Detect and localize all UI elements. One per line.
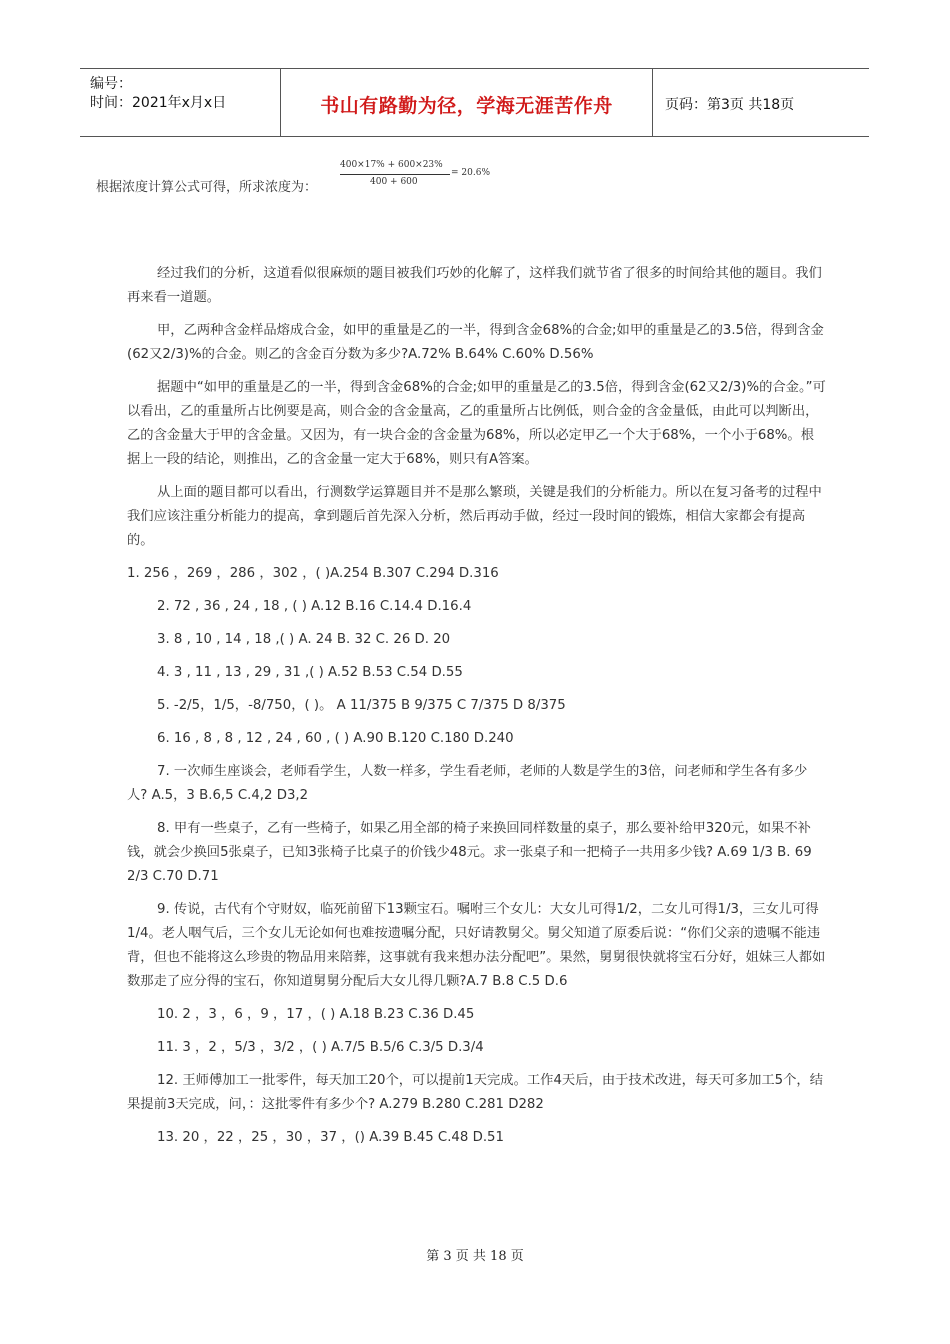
question-item: 4. 3 , 11 , 13 , 29 , 31 ,( ) A.52 B.53 C.54 D.55 — [157, 665, 463, 680]
question-item: 7. 一次师生座谈会，老师看学生，人数一样多，学生看老师，老师的人数是学生的3倍，问老师和学生各有多少人? A.5，3 B.6,5 C.4,2 D3,2 — [127, 764, 808, 803]
document-body — [127, 262, 827, 1159]
question-item: 10. 2 ，3 ，6 ，9 ，17 ，( ) A.18 B.23 C.36 D.45 — [157, 1007, 475, 1022]
document-date: 时间：2021年x月x日 — [90, 95, 227, 111]
paragraph: 据题中“如甲的重量是乙的一半，得到含金68%的合金;如甲的重量是乙的3.5倍，得到含金(62又2/3)%的合金。”可以看出，乙的重量所占比例要是高，则合金的含金量高，乙的重量所占比例低，则合金的含金量低，由此可以判断出，乙的含金量大于甲的含金量。又因为，有一块合金的含金量为68%，所以必定甲乙一个大于68%，一个小于68%。根据上一段的结论，则推出，乙的含金量一定大于68%，则只有A答案。 — [127, 380, 826, 467]
question-item: 6. 16 , 8 , 8 , 12 , 24 , 60 , ( ) A.90 B.120 C.180 D.240 — [157, 731, 514, 746]
paragraph: 从上面的题目都可以看出，行测数学运算题目并不是那么繁琐，关键是我们的分析能力。所以在复习备考的过程中我们应该注重分析能力的提高，拿到题后首先深入分析，然后再动手做，经过一段时间的锻炼，相信大家都会有提高的。 — [127, 485, 822, 548]
header-motto-cell — [281, 69, 653, 136]
header-meta-cell — [80, 69, 281, 136]
fraction-bar — [340, 174, 450, 175]
question-item: 3. 8 , 10 , 14 , 18 ,( ) A. 24 B. 32 C. 26 D. 20 — [157, 632, 451, 647]
paragraph: 甲，乙两种含金样品熔成合金，如甲的重量是乙的一半，得到含金68%的合金;如甲的重量是乙的3.5倍，得到含金(62又2/3)%的合金。则乙的含金百分数为多少?A.72% B.64% C.60% D.56% — [127, 323, 824, 362]
question-item: 2. 72 , 36 , 24 , 18 , ( ) A.12 B.16 C.14.4 D.16.4 — [157, 599, 472, 614]
document-number-label: 编号： — [90, 76, 132, 92]
formula-denominator: 400 + 600 — [370, 177, 418, 187]
formula-result: = 20.6% — [451, 168, 490, 178]
question-item: 5. -2/5，1/5，-8/750，( )。 A 11/375 B 9/375 C 7/375 D 8/375 — [157, 698, 566, 713]
motto: 书山有路勤为径，学海无涯苦作舟 — [320, 95, 613, 117]
question-item: 9. 传说，古代有个守财奴，临死前留下13颗宝石。嘱咐三个女儿：大女儿可得1/2，二女儿可得1/3，三女儿可得1/4。老人咽气后，三个女儿无论如何也难按遗嘱分配，只好请教舅父。舅父知道了原委后说：“你们父亲的遗嘱不能违背，但也不能将这么珍贵的物品用来陪葬，这事就有我来想办法分配吧”。果然，舅舅很快就将宝石分好，姐妹三人都如数那走了应分得的宝石，你知道舅舅分配后大女儿得几颗?A.7 B.8 C.5 D.6 — [127, 902, 826, 989]
page-footer: 第 3 页 共 18 页 — [426, 1249, 524, 1264]
question-item: 1. 256 ，269 ，286 ，302 ，( )A.254 B.307 C.294 D.316 — [127, 566, 499, 581]
header-page-number: 页码：第3页 共18页 — [665, 97, 795, 113]
formula-numerator: 400×17% + 600×23% — [340, 160, 443, 170]
header-page-cell — [653, 69, 869, 136]
question-item: 13. 20 ，22 ，25 ，30 ，37 ，() A.39 B.45 C.48 D.51 — [157, 1130, 504, 1145]
question-item: 11. 3 ，2 ，5/3 ，3/2 ，( ) A.7/5 B.5/6 C.3/5 D.3/4 — [157, 1040, 484, 1055]
paragraph: 经过我们的分析，这道看似很麻烦的题目被我们巧妙的化解了，这样我们就节省了很多的时间给其他的题目。我们再来看一道题。 — [127, 266, 822, 305]
formula-label: 根据浓度计算公式可得，所求浓度为： — [96, 180, 318, 195]
question-item: 8. 甲有一些桌子，乙有一些椅子，如果乙用全部的椅子来换回同样数量的桌子，那么要补给甲320元，如果不补钱，就会少换回5张桌子，已知3张椅子比桌子的价钱少48元。求一张桌子和一把椅子一共用多少钱? A.69 1/3 B. 69 2/3 C.70 D.71 — [127, 821, 812, 884]
page-header — [80, 68, 869, 137]
question-item: 12. 王师傅加工一批零件，每天加工20个，可以提前1天完成。工作4天后，由于技术改进，每天可多加工5个，结果提前3天完成，问，：这批零件有多少个? A.279 B.280 C.281 D282 — [127, 1073, 824, 1112]
